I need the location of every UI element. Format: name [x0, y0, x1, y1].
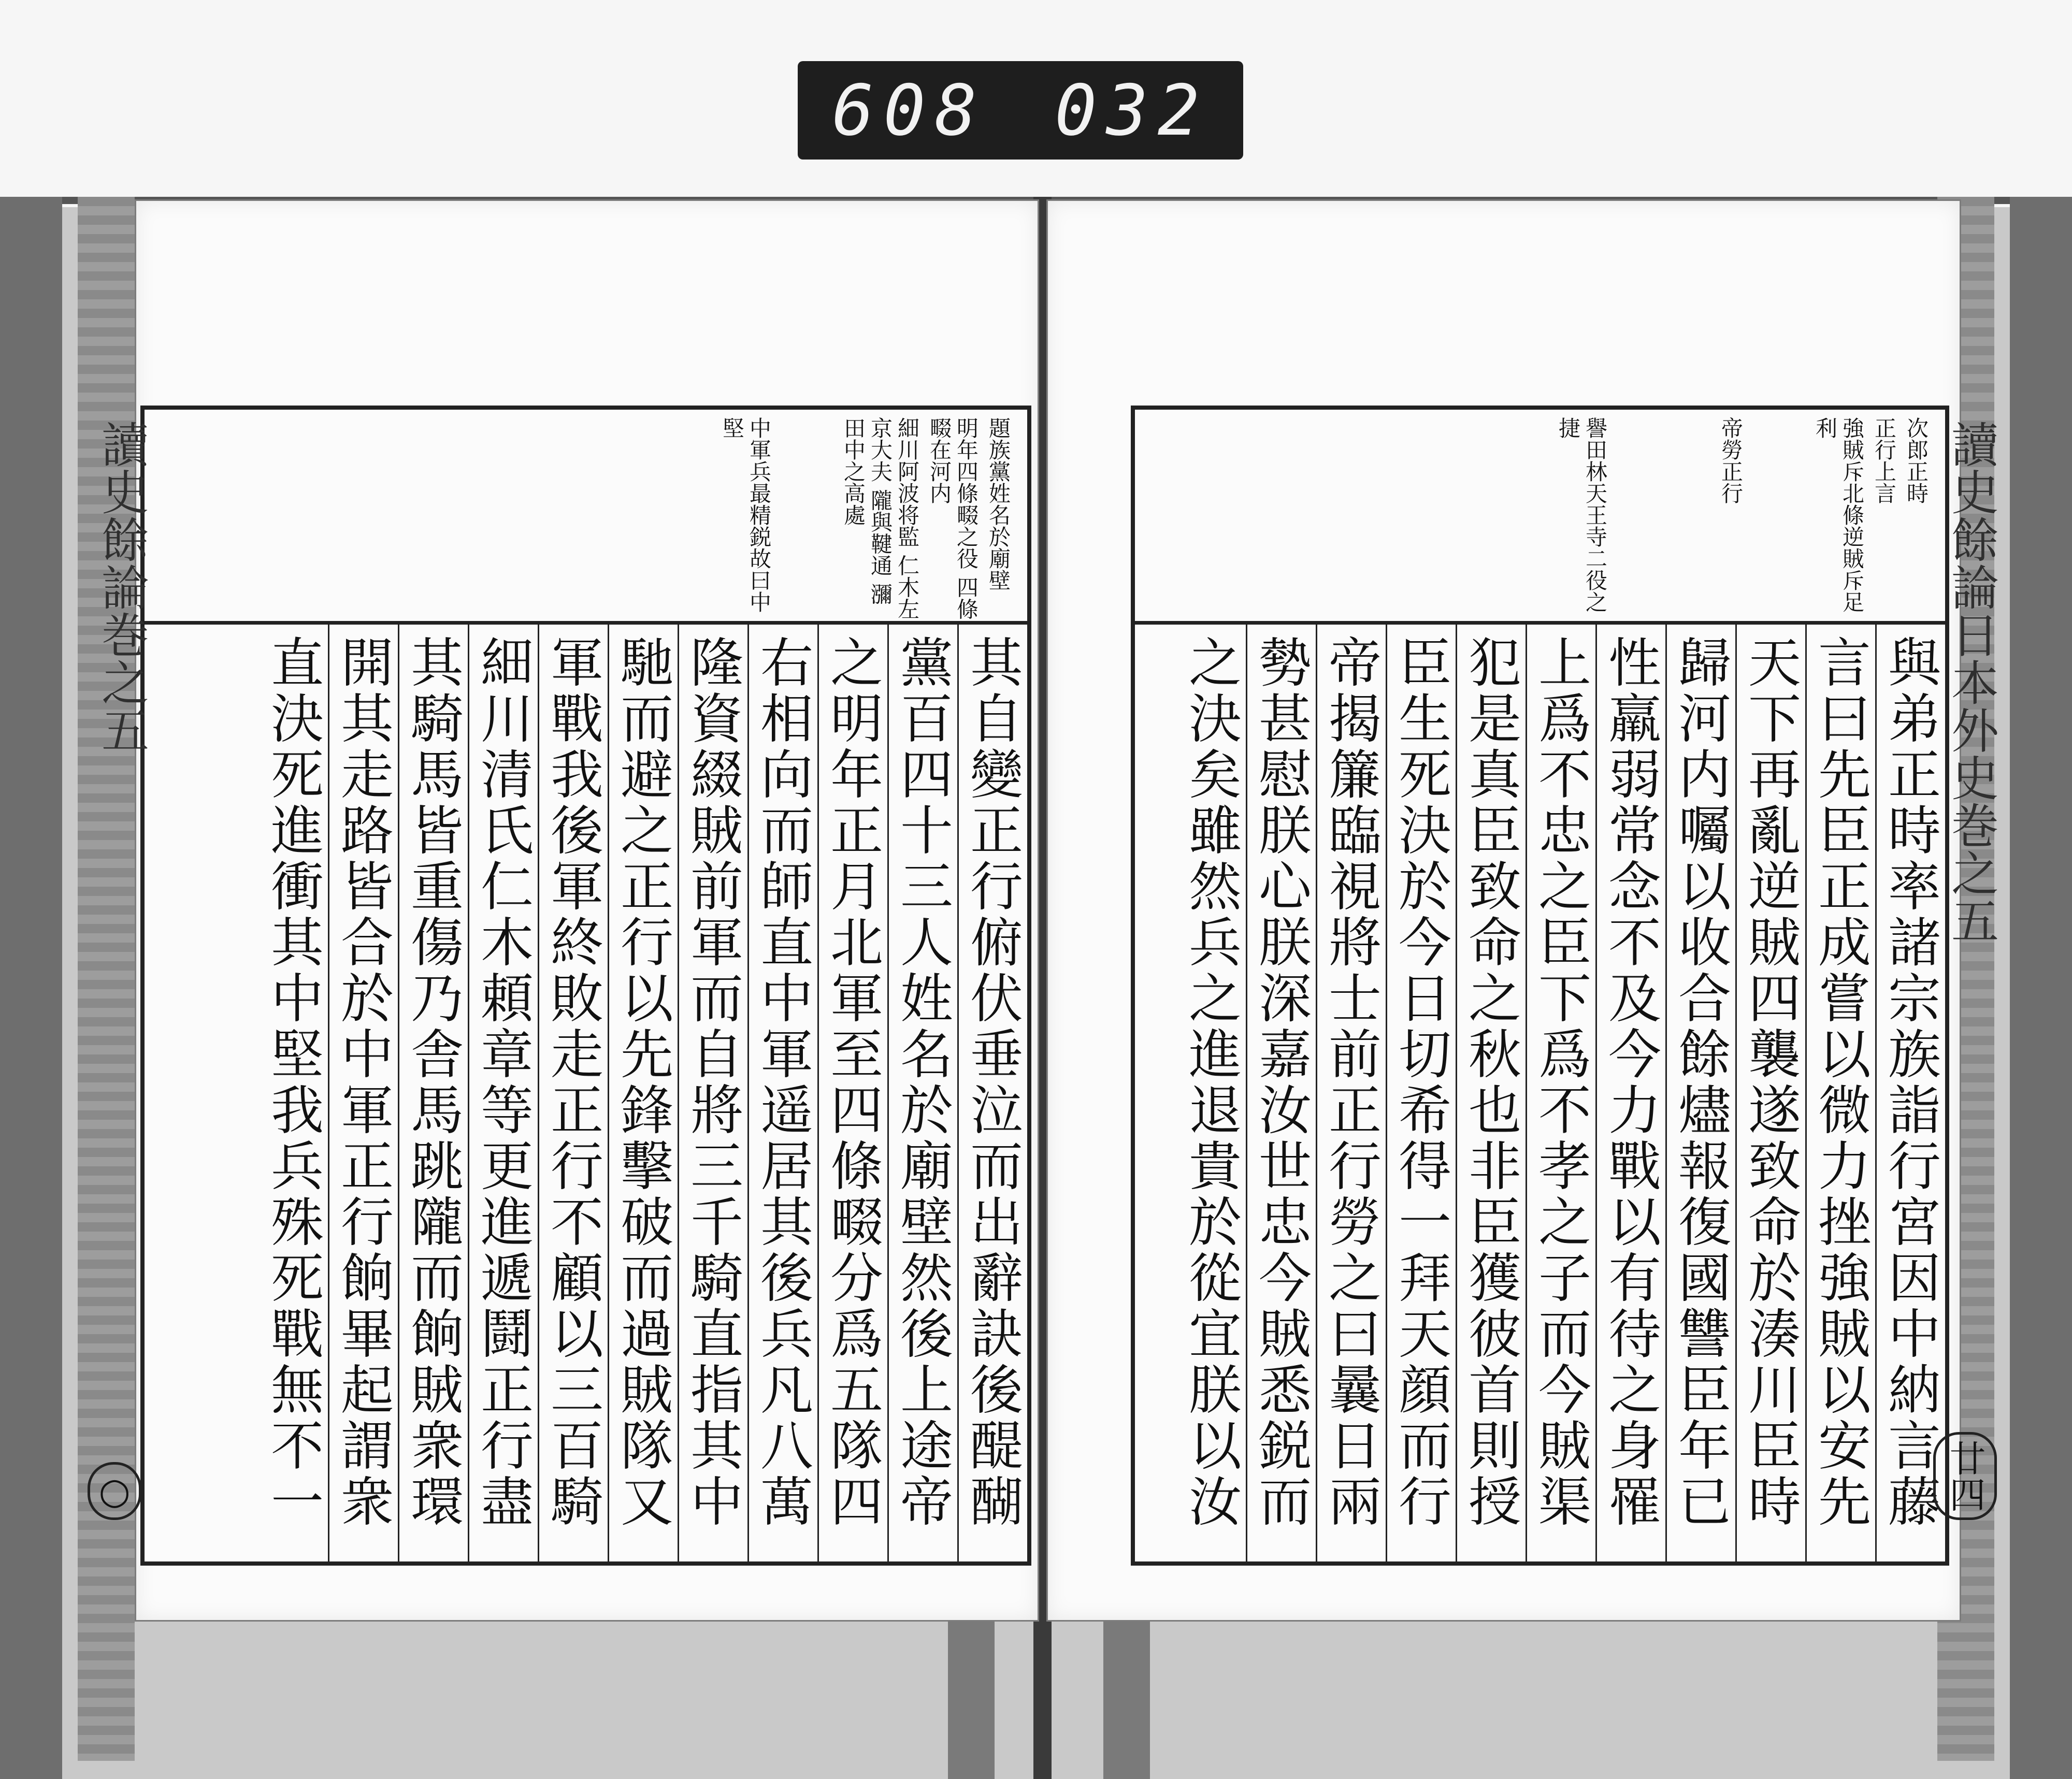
book-spine-stub: [1103, 1618, 1150, 1779]
text-column: 其騎馬皆重傷乃舎馬跳隴而餉賊衆環: [398, 625, 468, 1561]
text-column: 之決矣雖然兵之進退貴於從宜朕以汝: [1180, 635, 1242, 1530]
headnote: 細川阿波将監 仁木左京大夫 隴與鞬通 瀰田中之高處: [841, 417, 920, 620]
text-column: 天下再亂逆賊四襲遂致命於湊川臣時: [1735, 625, 1805, 1561]
text-column: 軍戰我後軍終敗走正行不顧以三百騎: [538, 625, 608, 1561]
binder-edge-left: [0, 197, 62, 1779]
binder-edge-right: [2010, 197, 2072, 1779]
right-page: [1046, 199, 1999, 1622]
text-column: 上爲不忠之臣下爲不孝之子而今賊渠: [1526, 625, 1595, 1561]
text-column: 其自變正行俯伏垂泣而出辭訣後醍醐: [957, 625, 1027, 1561]
text-column: 之明年正月北軍至四條畷分爲五隊四: [817, 625, 887, 1561]
film-label-right: 032: [1055, 69, 1209, 151]
text-column: 歸河内囑以收合餘燼報復國讐臣年已: [1665, 625, 1735, 1561]
headnote: 譽田林天王寺二役之捷: [1556, 417, 1608, 613]
text-column: 隆資綴賊前軍而自將三千騎直指其中: [678, 625, 747, 1561]
text-column: 犯是真臣致命之秋也非臣獲彼首則授: [1456, 625, 1526, 1561]
text-column: 開其走路皆合於中軍正行餉畢起謂衆: [328, 625, 398, 1561]
text-column: 右相向而師直中軍遥居其後兵凡八萬: [747, 625, 817, 1561]
left-page-text-frame: [93, 406, 1031, 1566]
headnote: 正行上言: [1872, 417, 1897, 504]
left-margin-title: 讀史餘論巻之五: [94, 420, 149, 754]
right-headnote-band: [1135, 410, 1945, 625]
text-column: 馳而避之正行以先鋒擊破而過賊隊又: [608, 625, 678, 1561]
page-number-mark: 廿四: [1933, 1432, 1997, 1520]
page-number-mark: ○: [88, 1462, 141, 1520]
book-spine-stub: [948, 1618, 995, 1779]
headnote: 次郎正時: [1904, 417, 1929, 504]
text-column: 臣生死決於今日切希得一拜天顔而行: [1386, 625, 1456, 1561]
film-frame-label: [798, 61, 1243, 160]
left-text-columns: [145, 625, 1027, 1561]
headnote: 帝勞正行: [1718, 417, 1744, 504]
headnote: 強賊斥北條逆賊斥足利: [1812, 417, 1865, 613]
left-page: [93, 199, 1039, 1622]
right-margin-title: 讀史餘論日本外史巻之五: [1944, 420, 1999, 944]
left-headnote-band: [145, 410, 1027, 625]
text-column: 言曰先臣正成嘗以微力挫強賊以安先: [1805, 625, 1875, 1561]
headnote: 題族黨姓名於廟壁: [986, 417, 1011, 591]
headnote: 明年四條畷之役 四條畷在河内: [927, 417, 979, 620]
right-text-columns: [1135, 625, 1945, 1561]
right-page-text-frame: [1131, 406, 1999, 1566]
text-column: 帝揭簾臨視將士前正行勞之曰曩日兩: [1316, 625, 1386, 1561]
text-column: 勢甚慰朕心朕深嘉汝世忠今賊悉鋭而: [1246, 625, 1316, 1561]
text-column: 細川清氏仁木頼章等更進遞鬪正行盡: [468, 625, 538, 1561]
headnote: 中軍兵最精鋭故曰中堅: [720, 417, 772, 613]
text-column: 黨百四十三人姓名於廟壁然後上途帝: [887, 625, 957, 1561]
text-column: 直決死進衝其中堅我兵殊死戰無不一: [262, 635, 324, 1530]
text-column: 與弟正時率諸宗族詣行宮因中納言藤: [1875, 625, 1945, 1561]
text-column: 性羸弱常念不及今力戰以有待之身罹: [1595, 625, 1665, 1561]
film-label-left: 608: [832, 69, 986, 151]
